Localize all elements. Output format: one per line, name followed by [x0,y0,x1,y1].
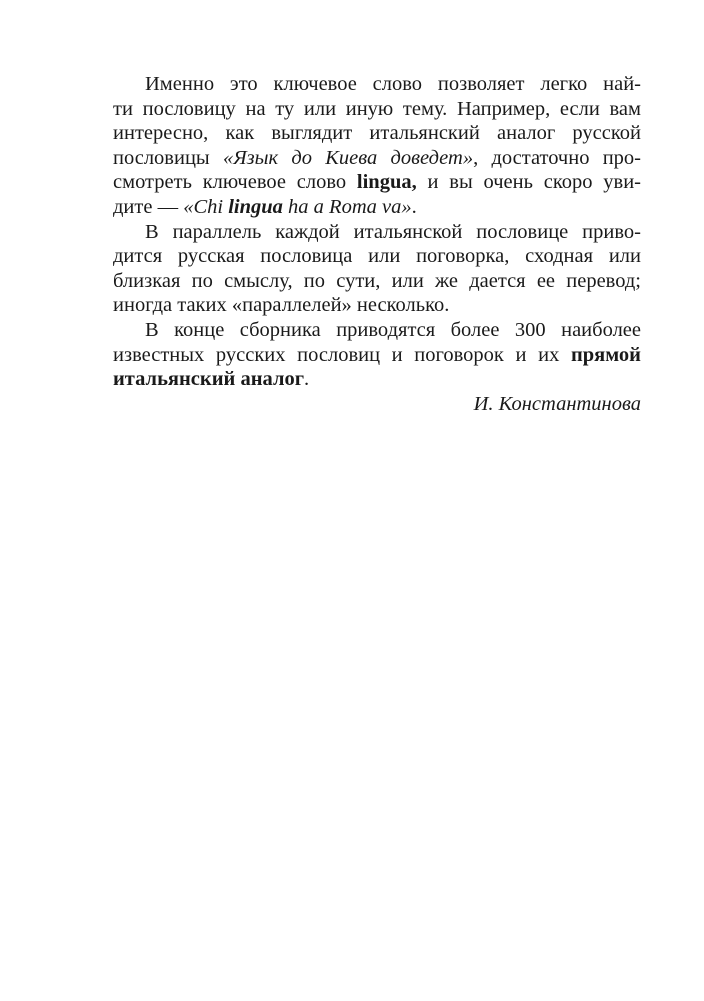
text-segment: Именно это ключевое слово позволяет легко най- [145,73,641,95]
text-segment: прямой [570,343,641,366]
document-page [113,72,641,416]
text-segment: lingua, [356,171,417,194]
text-segment: . [411,195,417,218]
text-line [113,343,641,368]
text-segment: итальянский аналог [113,368,305,391]
text-line [113,146,641,171]
text-segment: пословицы [113,146,223,169]
text-line [113,318,641,343]
text-line [113,170,641,195]
text-line [113,121,641,146]
text-segment: . [304,368,310,391]
text-segment: дится русская пословица или поговорка, сходная или [113,245,641,268]
text-line [113,269,641,294]
text-segment: близкая по смыслу, по сути, или же дается ее перевод; [113,269,641,292]
text-segment: известных русских пословиц и поговорок и их [113,343,571,366]
text-segment: интересно, как выглядит итальянский аналог русской [113,122,641,145]
text-segment: «Язык до Киева доведет» [222,146,474,169]
text-segment: ти пословицу на ту или иную тему. Например, если вам [113,97,641,120]
text-line [113,367,641,392]
text-line [113,244,641,269]
paragraph [113,318,641,392]
text-segment: В параллель каждой итальянской пословице приво- [145,220,641,243]
text-line [113,195,641,220]
text-line [113,97,641,122]
text-line [113,293,641,318]
text-segment: смотреть ключевое слово [113,171,357,194]
paragraph [113,72,641,220]
text-segment: и вы очень скоро уви- [416,171,641,194]
paragraph [113,220,641,318]
text-segment: lingua [228,195,283,218]
text-segment: ha a Roma va» [282,195,412,218]
text-line [113,220,641,245]
author-signature: И. Константинова [473,392,641,415]
text-segment: «Chi [183,195,229,218]
text-segment: В конце сборника приводятся более 300 наиболее [145,318,641,341]
text-segment: дите — [113,195,184,218]
text-line [113,72,641,97]
text-segment: иногда таких «параллелей» несколько. [113,294,450,317]
text-segment: , достаточно про- [473,146,641,169]
